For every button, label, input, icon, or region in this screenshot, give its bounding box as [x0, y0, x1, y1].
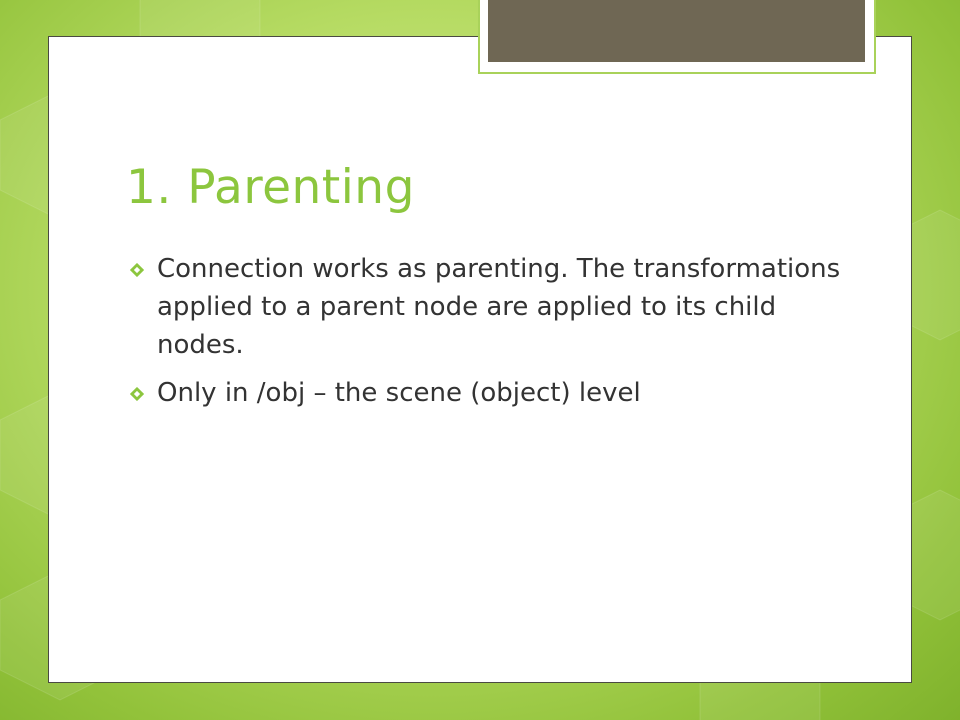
- bullet-item: [130, 250, 850, 364]
- header-tab-block: [488, 0, 865, 62]
- diamond-bullet-icon: [130, 387, 144, 401]
- bullet-text: Only in /obj – the scene (object) level: [157, 378, 641, 408]
- slide-title: 1. Parenting: [126, 160, 415, 215]
- diamond-bullet-icon: [130, 263, 144, 277]
- bullet-text: Connection works as parenting. The transformations applied to a parent node are applied to its child nodes.: [157, 254, 841, 360]
- bullet-item: [130, 374, 850, 412]
- bullet-list: [130, 250, 850, 422]
